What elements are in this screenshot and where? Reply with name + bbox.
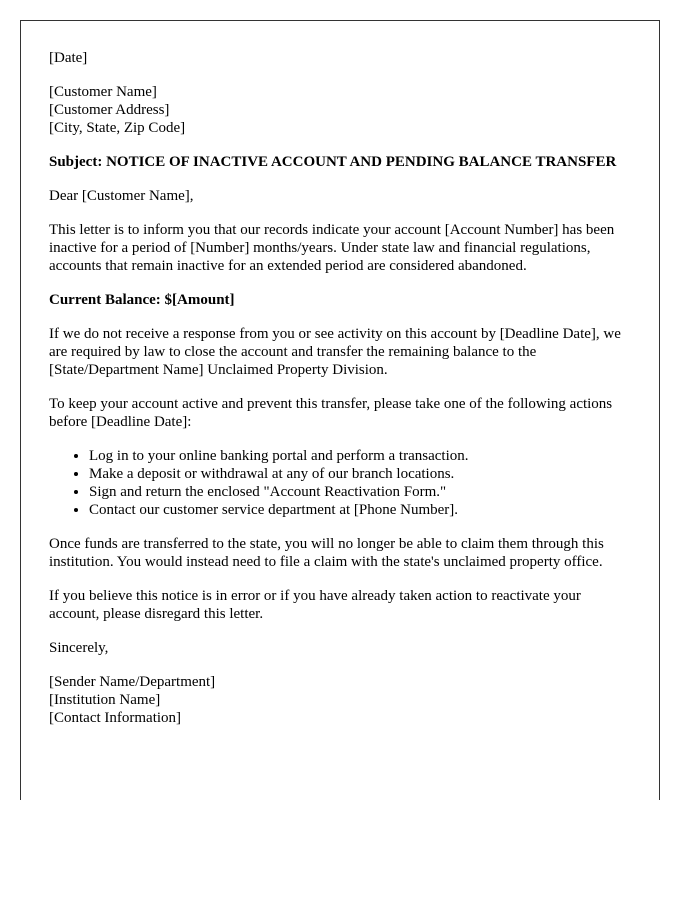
recipient-name: [Customer Name] (49, 84, 157, 100)
disregard-paragraph: If you believe this notice is in error or if you have already taken action to reactivate your account, please disregard this letter. (49, 588, 581, 622)
letter-page (20, 20, 660, 800)
closing: Sincerely, (49, 640, 109, 656)
list-item: • Log in to your online banking portal and perform a transaction. (89, 447, 631, 465)
sender-institution: [Institution Name] (49, 692, 161, 708)
intro-paragraph: This letter is to inform you that our records indicate your account [Account Number] has been inactive for a period of [Number] months/years. Under state law and financial regulations, accounts that remain inactive for an extended period are considered abandoned. (49, 222, 615, 274)
subject-label: Subject: (49, 154, 107, 170)
greeting: Dear [Customer Name], (49, 188, 194, 204)
letter-date (49, 49, 631, 67)
deadline-paragraph: If we do not receive a response from you or see activity on this account by [Deadline Date], we are required by law to close the account and transfer the remaining balance to the [State/Department Name] Unclaimed Property Division. (49, 326, 621, 378)
actions-list (49, 447, 631, 519)
recipient-address: [Customer Address] (49, 102, 170, 118)
recipient-address-block (49, 83, 631, 137)
transfer-paragraph: Once funds are transferred to the state, you will no longer be able to claim them through this institution. You would instead need to file a claim with the state's unclaimed property office. (49, 536, 604, 570)
recipient-city-state-zip: [City, State, Zip Code] (49, 120, 186, 136)
sender-contact: [Contact Information] (49, 710, 182, 726)
sender-signature-block (49, 673, 631, 727)
balance-label: Current Balance: (49, 292, 165, 308)
action-intro-paragraph: To keep your account active and prevent this transfer, please take one of the following actions before [Deadline Date]: (49, 396, 613, 430)
balance-value: $[Amount] (164, 292, 235, 308)
date-text: [Date] (49, 50, 88, 66)
list-item: • Sign and return the enclosed "Account Reactivation Form." (89, 483, 631, 501)
current-balance (49, 291, 631, 309)
list-item: • Make a deposit or withdrawal at any of our branch locations. (89, 465, 631, 483)
sender-name: [Sender Name/Department] (49, 674, 216, 690)
subject-text: NOTICE OF INACTIVE ACCOUNT AND PENDING BALANCE TRANSFER (106, 154, 617, 170)
list-item: • Contact our customer service department at [Phone Number]. (89, 501, 631, 519)
subject-line (49, 153, 631, 171)
